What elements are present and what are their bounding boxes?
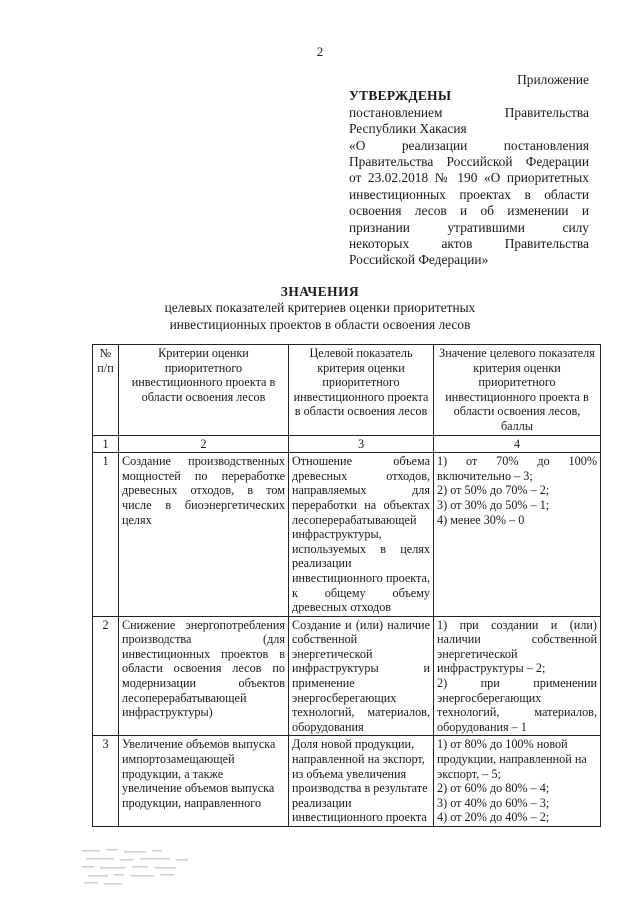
title-subtitle-1: целевых показателей критериев оценки приоритетных bbox=[164, 300, 476, 316]
row-criterion bbox=[119, 736, 289, 827]
title-subtitle-2: инвестиционных проектов в области освоения лесов bbox=[169, 316, 471, 332]
appendix-line: от 23.02.2018 № 190 «О приоритетных bbox=[349, 170, 589, 186]
appendix-line: инвестиционных проектах в области bbox=[349, 186, 589, 202]
row-values bbox=[434, 736, 601, 827]
criterion-text: Снижение энергопотребления производства (для инвестиционных проектов в области освоения лесов по модернизации объектов лесоперерабатывающей инфраструктуры) bbox=[122, 617, 285, 720]
criterion-text: Увеличение объемов выпуска импортозамещающей продукции, а также увеличение объемов выпуска продукции, направленного bbox=[122, 737, 276, 810]
header-number: № п/п bbox=[93, 345, 119, 436]
column-number: 2 bbox=[119, 435, 289, 453]
header-criterion: Критерии оценки приоритетного инвестиционного проекта в области освоения лесов bbox=[119, 345, 289, 436]
value-item: 4) от 20% до 40% – 2; bbox=[437, 810, 550, 825]
value-item: 4) менее 30% – 0 bbox=[437, 512, 525, 527]
row-values bbox=[434, 616, 601, 736]
row-number: 2 bbox=[93, 616, 119, 736]
appendix-line: признании утратившими силу bbox=[349, 219, 589, 235]
row-indicator bbox=[289, 453, 434, 617]
appendix-line: «О реализации постановления bbox=[349, 137, 589, 153]
appendix-block bbox=[349, 72, 589, 269]
row-number: 1 bbox=[93, 453, 119, 617]
header-values: Значение целевого показателя критерия оценки приоритетного инвестиционного проекта в области освоения лесов, баллы bbox=[434, 345, 601, 436]
value-item: 1) от 80% до 100% новой продукции, направленной на экспорт, – 5; bbox=[437, 737, 587, 781]
row-number: 3 bbox=[93, 736, 119, 827]
indicator-text: Отношение объема древесных отходов, направляемых для переработки на объектах лесоперерабатывающей инфраструктуры, используемых в целях реализации инвестиционного проекта, к общему объему древесных отходов bbox=[292, 454, 430, 615]
table-row bbox=[93, 616, 601, 736]
value-item: 1) от 70% до 100% включительно – 3; bbox=[437, 454, 597, 483]
value-item: 2) от 60% до 80% – 4; bbox=[437, 781, 550, 796]
appendix-line: постановлением Правительства bbox=[349, 104, 589, 120]
title-heading: ЗНАЧЕНИЯ bbox=[280, 284, 360, 299]
value-item: 3) от 30% до 50% – 1; bbox=[437, 497, 550, 512]
appendix-line: некоторых актов Правительства bbox=[349, 236, 589, 252]
approved-heading: УТВЕРЖДЕНЫ bbox=[349, 88, 452, 104]
header-indicator: Целевой показатель критерия оценки приоритетного инвестиционного проекта в области освоения лесов bbox=[289, 345, 434, 436]
column-number-row bbox=[93, 435, 601, 453]
row-criterion bbox=[119, 616, 289, 736]
value-item: 2) от 50% до 70% – 2; bbox=[437, 483, 550, 498]
appendix-line: освоения лесов и об изменении и bbox=[349, 203, 589, 219]
table-row bbox=[93, 736, 601, 827]
appendix-line: Республики Хакасия bbox=[349, 121, 467, 137]
table-header-row bbox=[93, 345, 601, 436]
row-indicator bbox=[289, 736, 434, 827]
column-number: 3 bbox=[289, 435, 434, 453]
document-title bbox=[0, 284, 640, 333]
table-row bbox=[93, 453, 601, 617]
value-item: 2) при применении энергосберегающих технологий, материалов, оборудования – 1 bbox=[437, 676, 597, 734]
indicator-text: Создание и (или) наличие собственной энергетической инфраструктуры и применение энергосберегающих технологий, материалов, оборудования bbox=[292, 617, 430, 734]
scan-noise-mark bbox=[80, 846, 192, 886]
page-number: 2 bbox=[316, 44, 324, 59]
appendix-line: Правительства Российской Федерации bbox=[349, 154, 589, 170]
value-item: 1) при создании и (или) наличии собственной энергетической инфраструктуры – 2; bbox=[437, 617, 597, 676]
column-number: 4 bbox=[434, 435, 601, 453]
indicator-text: Доля новой продукции, направленной на экспорт, из объема увеличения производства в результате реализации инвестиционного проекта bbox=[292, 737, 428, 825]
column-number: 1 bbox=[93, 435, 119, 453]
row-indicator bbox=[289, 616, 434, 736]
row-values bbox=[434, 453, 601, 617]
row-criterion bbox=[119, 453, 289, 617]
criterion-text: Создание производственных мощностей по переработке древесных отходов, в том числе в биоэнергетических целях bbox=[122, 454, 285, 527]
appendix-label: Приложение bbox=[517, 72, 589, 87]
value-item: 3) от 40% до 60% – 3; bbox=[437, 795, 550, 810]
values-table bbox=[92, 344, 601, 827]
appendix-line: Российской Федерации» bbox=[349, 252, 489, 268]
